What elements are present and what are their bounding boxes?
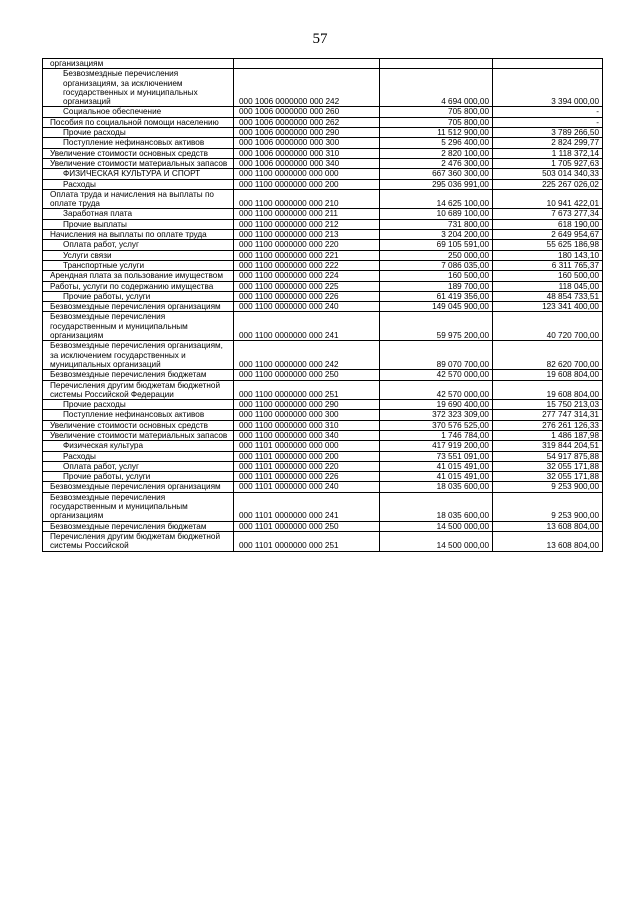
row-plan-amount-cell: 250 000,00 [380, 250, 493, 260]
table-row [43, 461, 603, 471]
row-plan-amount-cell: 4 694 000,00 [380, 69, 493, 107]
row-plan-amount-cell: 11 512 900,00 [380, 128, 493, 138]
row-fact-amount-cell: 319 844 204,51 [493, 441, 603, 451]
row-fact-amount-cell: - [493, 107, 603, 117]
row-name-cell: Транспортные услуги [43, 260, 234, 270]
row-code-cell: 000 1100 0000000 000 224 [234, 271, 380, 281]
row-code-cell: 000 1100 0000000 000 212 [234, 219, 380, 229]
table-row [43, 430, 603, 440]
row-plan-amount-cell: 417 919 200,00 [380, 441, 493, 451]
row-name-cell: ФИЗИЧЕСКАЯ КУЛЬТУРА И СПОРТ [43, 169, 234, 179]
row-plan-amount-cell: 149 045 900,00 [380, 302, 493, 312]
table-row [43, 521, 603, 531]
row-name-cell: Работы, услуги по содержанию имущества [43, 281, 234, 291]
table-row [43, 209, 603, 219]
row-fact-amount-cell: 277 747 314,31 [493, 410, 603, 420]
row-fact-amount-cell: 3 789 266,50 [493, 128, 603, 138]
row-code-cell: 000 1101 0000000 000 241 [234, 492, 380, 521]
row-fact-amount-cell: 9 253 900,00 [493, 492, 603, 521]
row-name-cell: Прочие работы, услуги [43, 472, 234, 482]
row-plan-amount-cell: 189 700,00 [380, 281, 493, 291]
row-plan-amount-cell: 1 746 784,00 [380, 430, 493, 440]
row-fact-amount-cell: 9 253 900,00 [493, 482, 603, 492]
row-name-cell: Безвозмездные перечисления организациям, за исключением государственных и муниципальных организаций [43, 341, 234, 370]
table-row [43, 291, 603, 301]
row-code-cell: 000 1101 0000000 000 200 [234, 451, 380, 461]
row-fact-amount-cell: 503 014 340,33 [493, 169, 603, 179]
row-code-cell: 000 1100 0000000 000 000 [234, 169, 380, 179]
row-fact-amount-cell: 118 045,00 [493, 281, 603, 291]
row-code-cell: 000 1100 0000000 000 240 [234, 302, 380, 312]
row-code-cell: 000 1100 0000000 000 241 [234, 312, 380, 341]
table-row [43, 59, 603, 69]
row-fact-amount-cell: 40 720 700,00 [493, 312, 603, 341]
row-fact-amount-cell: 123 341 400,00 [493, 302, 603, 312]
table-row [43, 117, 603, 127]
row-name-cell: Безвозмездные перечисления организациям [43, 302, 234, 312]
table-row [43, 128, 603, 138]
row-name-cell: Безвозмездные перечисления бюджетам [43, 370, 234, 380]
row-plan-amount-cell: 69 105 591,00 [380, 240, 493, 250]
row-plan-amount-cell: 295 036 991,00 [380, 179, 493, 189]
row-plan-amount-cell: 89 070 700,00 [380, 341, 493, 370]
row-name-cell: Начисления на выплаты по оплате труда [43, 230, 234, 240]
row-fact-amount-cell [493, 59, 603, 69]
row-name-cell: Социальное обеспечение [43, 107, 234, 117]
row-code-cell: 000 1101 0000000 000 240 [234, 482, 380, 492]
table-row [43, 451, 603, 461]
row-fact-amount-cell: 82 620 700,00 [493, 341, 603, 370]
row-code-cell: 000 1101 0000000 000 250 [234, 521, 380, 531]
table-row [43, 189, 603, 209]
row-code-cell: 000 1101 0000000 000 220 [234, 461, 380, 471]
row-code-cell: 000 1100 0000000 000 210 [234, 189, 380, 209]
row-plan-amount-cell: 18 035 600,00 [380, 482, 493, 492]
row-plan-amount-cell: 14 625 100,00 [380, 189, 493, 209]
row-name-cell: Услуги связи [43, 250, 234, 260]
table-row [43, 281, 603, 291]
table-row [43, 138, 603, 148]
table-row [43, 169, 603, 179]
table-row [43, 240, 603, 250]
row-fact-amount-cell: 3 394 000,00 [493, 69, 603, 107]
row-fact-amount-cell: - [493, 117, 603, 127]
row-plan-amount-cell: 14 500 000,00 [380, 521, 493, 531]
row-fact-amount-cell: 1 118 372,14 [493, 148, 603, 158]
row-code-cell: 000 1100 0000000 000 251 [234, 380, 380, 400]
row-name-cell: Безвозмездные перечисления государственным и муниципальным организациям [43, 492, 234, 521]
row-name-cell: Оплата труда и начисления на выплаты по оплате труда [43, 189, 234, 209]
table-row [43, 482, 603, 492]
row-code-cell: 000 1006 0000000 000 260 [234, 107, 380, 117]
row-code-cell: 000 1100 0000000 000 300 [234, 410, 380, 420]
table-row [43, 271, 603, 281]
row-fact-amount-cell: 32 055 171,88 [493, 461, 603, 471]
row-code-cell: 000 1101 0000000 000 226 [234, 472, 380, 482]
row-fact-amount-cell: 32 055 171,88 [493, 472, 603, 482]
table-row [43, 400, 603, 410]
row-plan-amount-cell: 41 015 491,00 [380, 461, 493, 471]
expenditure-table-body [43, 59, 603, 552]
table-row [43, 69, 603, 107]
row-fact-amount-cell: 618 190,00 [493, 219, 603, 229]
row-fact-amount-cell: 180 143,10 [493, 250, 603, 260]
row-fact-amount-cell: 2 649 954,67 [493, 230, 603, 240]
row-plan-amount-cell: 19 690 400,00 [380, 400, 493, 410]
row-code-cell: 000 1100 0000000 000 226 [234, 291, 380, 301]
row-name-cell: Прочие выплаты [43, 219, 234, 229]
table-row [43, 341, 603, 370]
table-row [43, 472, 603, 482]
row-plan-amount-cell: 73 551 091,00 [380, 451, 493, 461]
row-fact-amount-cell: 6 311 765,37 [493, 260, 603, 270]
table-row [43, 179, 603, 189]
row-code-cell: 000 1100 0000000 000 213 [234, 230, 380, 240]
row-code-cell [234, 59, 380, 69]
row-name-cell: Безвозмездные перечисления организациям [43, 482, 234, 492]
table-row [43, 380, 603, 400]
table-row [43, 370, 603, 380]
row-code-cell: 000 1100 0000000 000 310 [234, 420, 380, 430]
row-fact-amount-cell: 7 673 277,34 [493, 209, 603, 219]
row-plan-amount-cell: 5 296 400,00 [380, 138, 493, 148]
table-row [43, 107, 603, 117]
row-fact-amount-cell: 276 261 126,33 [493, 420, 603, 430]
row-code-cell: 000 1101 0000000 000 251 [234, 531, 380, 551]
row-fact-amount-cell: 10 941 422,01 [493, 189, 603, 209]
row-code-cell: 000 1100 0000000 000 290 [234, 400, 380, 410]
row-code-cell: 000 1006 0000000 000 300 [234, 138, 380, 148]
row-plan-amount-cell: 18 035 600,00 [380, 492, 493, 521]
row-name-cell: Оплата работ, услуг [43, 240, 234, 250]
table-row [43, 158, 603, 168]
row-name-cell: Перечисления другим бюджетам бюджетной системы Российской [43, 531, 234, 551]
row-name-cell: организациям [43, 59, 234, 69]
row-name-cell: Физическая культура [43, 441, 234, 451]
row-fact-amount-cell: 15 750 213,03 [493, 400, 603, 410]
table-row [43, 148, 603, 158]
row-fact-amount-cell: 48 854 733,51 [493, 291, 603, 301]
row-plan-amount-cell: 160 500,00 [380, 271, 493, 281]
row-fact-amount-cell: 19 608 804,00 [493, 380, 603, 400]
row-name-cell: Увеличение стоимости основных средств [43, 148, 234, 158]
row-name-cell: Поступление нефинансовых активов [43, 410, 234, 420]
table-row [43, 410, 603, 420]
table-row [43, 219, 603, 229]
row-fact-amount-cell: 13 608 804,00 [493, 531, 603, 551]
row-code-cell: 000 1006 0000000 000 242 [234, 69, 380, 107]
row-name-cell: Прочие работы, услуги [43, 291, 234, 301]
row-name-cell: Безвозмездные перечисления бюджетам [43, 521, 234, 531]
row-fact-amount-cell: 13 608 804,00 [493, 521, 603, 531]
expenditure-table [42, 58, 603, 552]
row-name-cell: Поступление нефинансовых активов [43, 138, 234, 148]
row-plan-amount-cell [380, 59, 493, 69]
row-plan-amount-cell: 2 476 300,00 [380, 158, 493, 168]
row-name-cell: Пособия по социальной помощи населению [43, 117, 234, 127]
table-row [43, 260, 603, 270]
row-plan-amount-cell: 2 820 100,00 [380, 148, 493, 158]
row-fact-amount-cell: 19 608 804,00 [493, 370, 603, 380]
row-name-cell: Увеличение стоимости материальных запасов [43, 158, 234, 168]
row-name-cell: Заработная плата [43, 209, 234, 219]
row-code-cell: 000 1101 0000000 000 000 [234, 441, 380, 451]
row-plan-amount-cell: 667 360 300,00 [380, 169, 493, 179]
table-row [43, 441, 603, 451]
row-plan-amount-cell: 705 800,00 [380, 117, 493, 127]
table-row [43, 302, 603, 312]
row-plan-amount-cell: 731 800,00 [380, 219, 493, 229]
row-name-cell: Безвозмездные перечисления организациям, за исключением государственных и муниципальных организаций [43, 69, 234, 107]
row-plan-amount-cell: 7 086 035,00 [380, 260, 493, 270]
row-code-cell: 000 1006 0000000 000 310 [234, 148, 380, 158]
table-row [43, 531, 603, 551]
row-fact-amount-cell: 160 500,00 [493, 271, 603, 281]
row-name-cell: Прочие расходы [43, 128, 234, 138]
page-number: 57 [312, 31, 328, 47]
row-name-cell: Арендная плата за пользование имуществом [43, 271, 234, 281]
table-row [43, 230, 603, 240]
row-code-cell: 000 1100 0000000 000 250 [234, 370, 380, 380]
row-plan-amount-cell: 59 975 200,00 [380, 312, 493, 341]
row-fact-amount-cell: 225 267 026,02 [493, 179, 603, 189]
row-plan-amount-cell: 61 419 356,00 [380, 291, 493, 301]
row-name-cell: Прочие расходы [43, 400, 234, 410]
row-plan-amount-cell: 42 570 000,00 [380, 380, 493, 400]
row-plan-amount-cell: 372 323 309,00 [380, 410, 493, 420]
row-fact-amount-cell: 55 625 186,98 [493, 240, 603, 250]
table-row [43, 492, 603, 521]
row-name-cell: Безвозмездные перечисления государственным и муниципальным организациям [43, 312, 234, 341]
row-code-cell: 000 1100 0000000 000 242 [234, 341, 380, 370]
row-fact-amount-cell: 1 486 187,98 [493, 430, 603, 440]
row-code-cell: 000 1100 0000000 000 222 [234, 260, 380, 270]
row-name-cell: Увеличение стоимости материальных запасов [43, 430, 234, 440]
row-code-cell: 000 1100 0000000 000 200 [234, 179, 380, 189]
row-code-cell: 000 1100 0000000 000 220 [234, 240, 380, 250]
row-code-cell: 000 1006 0000000 000 262 [234, 117, 380, 127]
table-row [43, 420, 603, 430]
row-code-cell: 000 1100 0000000 000 211 [234, 209, 380, 219]
row-plan-amount-cell: 10 689 100,00 [380, 209, 493, 219]
row-plan-amount-cell: 370 576 525,00 [380, 420, 493, 430]
row-fact-amount-cell: 1 705 927,63 [493, 158, 603, 168]
row-name-cell: Перечисления другим бюджетам бюджетной системы Российской Федерации [43, 380, 234, 400]
row-name-cell: Увеличение стоимости основных средств [43, 420, 234, 430]
row-plan-amount-cell: 42 570 000,00 [380, 370, 493, 380]
row-plan-amount-cell: 14 500 000,00 [380, 531, 493, 551]
row-plan-amount-cell: 705 800,00 [380, 107, 493, 117]
row-name-cell: Расходы [43, 179, 234, 189]
row-code-cell: 000 1100 0000000 000 221 [234, 250, 380, 260]
row-name-cell: Расходы [43, 451, 234, 461]
row-code-cell: 000 1006 0000000 000 290 [234, 128, 380, 138]
row-fact-amount-cell: 2 824 299,77 [493, 138, 603, 148]
table-row [43, 312, 603, 341]
row-fact-amount-cell: 54 917 875,88 [493, 451, 603, 461]
table-row [43, 250, 603, 260]
row-code-cell: 000 1100 0000000 000 340 [234, 430, 380, 440]
row-code-cell: 000 1100 0000000 000 225 [234, 281, 380, 291]
row-plan-amount-cell: 3 204 200,00 [380, 230, 493, 240]
row-name-cell: Оплата работ, услуг [43, 461, 234, 471]
row-plan-amount-cell: 41 015 491,00 [380, 472, 493, 482]
row-code-cell: 000 1006 0000000 000 340 [234, 158, 380, 168]
